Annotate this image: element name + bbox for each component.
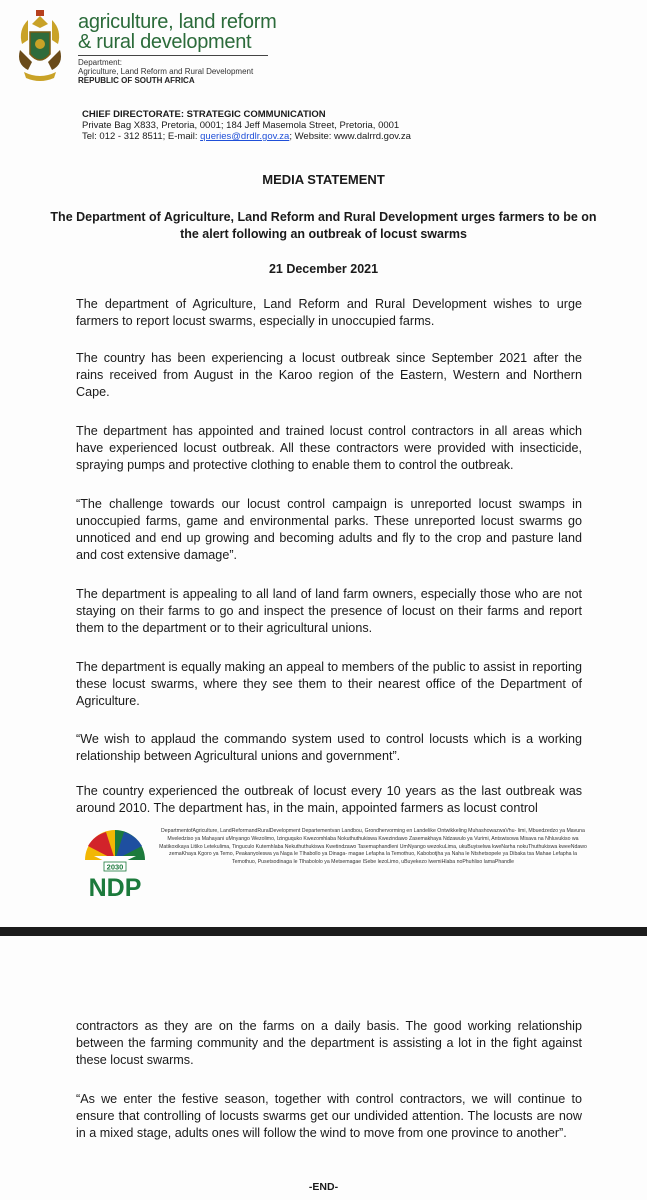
country-name: REPUBLIC OF SOUTH AFRICA — [78, 76, 195, 85]
body-paragraph: contractors as they are on the farms on a daily basis. The good working relationship between the farming community and the department is assisting a lot in the fight against these locust swarms. — [76, 1019, 582, 1067]
email-link[interactable]: queries@drdlr.gov.za — [200, 131, 290, 142]
coat-of-arms-icon — [10, 10, 70, 86]
brand-line-2: & rural development — [78, 31, 252, 53]
body-paragraph: The department is equally making an appeal to members of the public to assist in reporting these locust swarms, where they see them to their nearest office of the Department of Agriculture. — [76, 660, 582, 708]
body-paragraph: “We wish to applaud the commando system used to control locusts which is a working relationship between Agricultural unions and government”. — [76, 732, 582, 763]
department-label: Department: — [78, 58, 123, 67]
body-paragraph: The department is appealing to all land of land farm owners, especially those who are not staying on their farms to go and inspect the presence of locust on their farms and report them to the department or to their agricultural unions. — [76, 587, 582, 635]
statement-date: 21 December 2021 — [268, 262, 379, 276]
body-paragraph: “The challenge towards our locust control campaign is unreported locust swamps in unoccupied farms, game and environmental parks. These unreported locust swarms go unnoticed and end up growing and becoming adults and fly to the crop and pasture land and cost extensive damage”. — [76, 497, 582, 562]
department-name: Agriculture, Land Reform and Rural Development — [78, 67, 254, 76]
website-text: ; Website: www.dalrrd.gov.za — [289, 131, 411, 142]
body-paragraph: “As we enter the festive season, together with control contractors, we will continue to ensure that controlling of locusts swarms get our undivided attention. The locusts are now in a mixed stage, adults ones will follow the wind to move from one province to another”. — [76, 1092, 582, 1140]
ndp-year: 2030 — [106, 862, 124, 872]
ndp-logo-icon — [76, 826, 154, 900]
official-languages-text: DepartmentofAgriculture, LandReformandRuralDevelopment Departementvan Landbou, Grondhervorming en Landelike Ontwikkeling MuhashowazwaVhu- limi, Mbuedzedzo ya Mavuna Mveledziso ya Mahayani uMnyango Wezolimo, Izinguquko Kwezomhlaba Nokuthuthukiswa Kwezindawo Zasemakhaya Ndzawulo ya Vurimi, Antswisowa Misava na Nhluvukiso wa Matikoxikaya Litiko Letekulima, Tinguculo Kutemhlaba Nekuthuthukiswa Kwetindzawo Tasemaphandleni UmNyango wezokuLima, ukuBuyiselwa kweNarha nokuThuthukiswa kweeNdawo zemaKhaya Kgoro ya Temo, Peakanyoleswa ya Naga le Tlhabollo ya Dinaga- magae Lefapha la Temothuo, Kabobotjha ya Naha le Ntshetsopele ya Dibaka tsa Mahae Lefapha la Temothuo, Pusetsodinaga le Tlhabololo ya Metsemagae ISebe lezoLimo, uBuyekezo lwemiHlaba noPhuhliso lamaPhandle — [159, 828, 587, 866]
body-paragraph: The department has appointed and trained locust control contractors in all areas which have experienced locust outbreak. All these contractors were provided with insecticide, spraying pumps and protective clothing to enable them to control the outbreak. — [76, 424, 582, 472]
body-paragraph: The country has been experiencing a locust outbreak since September 2021 after the rains received from August in the Karoo region of the Eastern, Western and Northern Cape. — [76, 351, 582, 399]
directorate-contact — [82, 131, 411, 142]
brand-line-1: agriculture, land reform — [78, 11, 277, 33]
directorate-title: CHIEF DIRECTORATE: STRATEGIC COMMUNICATION — [82, 109, 326, 120]
directorate-address: Private Bag X833, Pretoria, 0001; 184 Jeff Masemola Street, Pretoria, 0001 — [82, 120, 400, 131]
directorate-block — [82, 109, 411, 142]
page-two — [0, 936, 647, 1200]
brand-rule — [78, 55, 268, 56]
body-paragraph: The department of Agriculture, Land Reform and Rural Development wishes to urge farmers to report locust swarms, especially in unoccupied farms. — [76, 297, 582, 328]
body-paragraph: The country experienced the outbreak of locust every 10 years as the last outbreak was around 2010. The department has, in the main, appointed farmers as locust control — [76, 784, 582, 815]
end-marker: -END- — [308, 1181, 339, 1193]
department-brand — [78, 12, 276, 85]
statement-type: MEDIA STATEMENT — [262, 172, 385, 187]
ndp-label: NDP — [88, 874, 142, 900]
phone-text: Tel: 012 - 312 8511; E-mail: — [82, 131, 201, 142]
statement-headline: The Department of Agriculture, Land Reform and Rural Development urges farmers to be on the alert following an outbreak of locust swarms — [50, 210, 597, 241]
